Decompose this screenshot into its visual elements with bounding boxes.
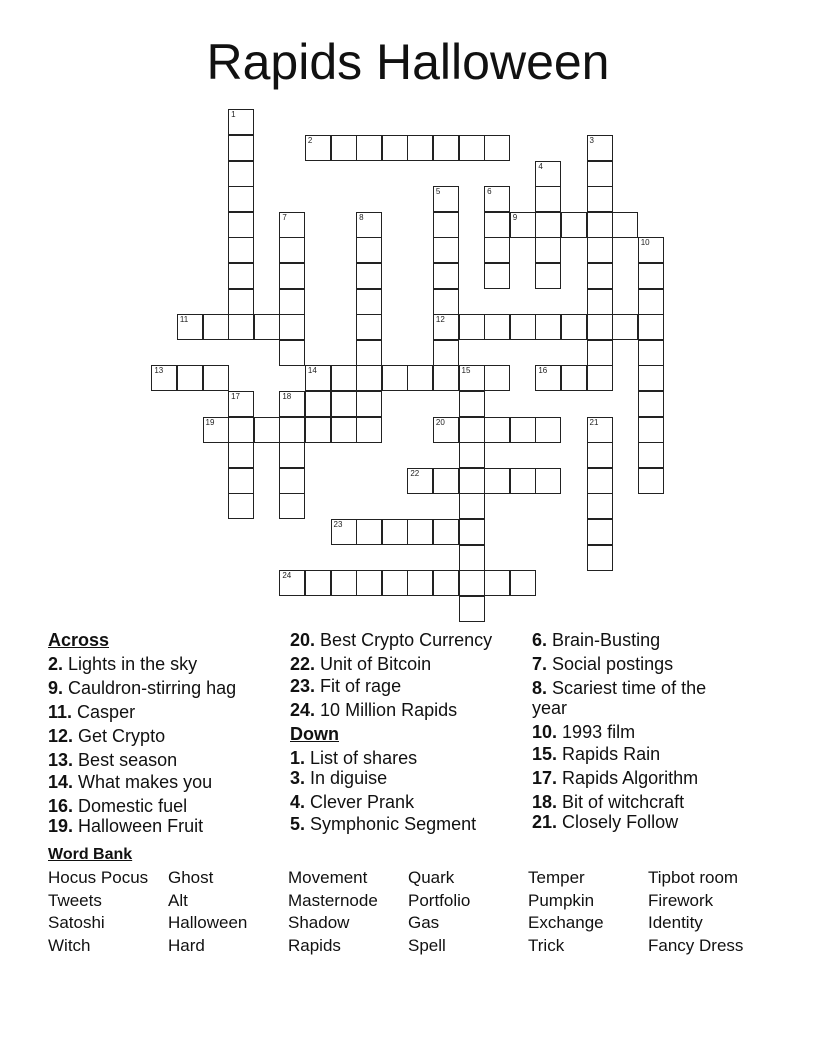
grid-cell[interactable] <box>587 468 613 494</box>
grid-cell[interactable] <box>535 365 561 391</box>
clue-text: Casper <box>77 702 136 722</box>
word-bank-word: Quark <box>408 868 455 887</box>
clue-number: 9. <box>48 678 64 698</box>
cell-number: 5 <box>435 187 441 197</box>
grid-cell[interactable] <box>356 570 382 596</box>
grid-cell[interactable] <box>279 442 305 468</box>
grid-cell[interactable] <box>510 212 536 238</box>
grid-cell[interactable] <box>433 289 459 315</box>
grid-cell[interactable] <box>510 417 536 443</box>
across-heading: Across <box>48 630 110 650</box>
puzzle-title: Rapids Halloween <box>206 34 610 90</box>
grid-cell[interactable] <box>382 135 408 161</box>
grid-cell[interactable] <box>228 289 254 315</box>
grid-cell[interactable] <box>587 417 613 443</box>
grid-cell[interactable] <box>484 237 510 263</box>
cell-number: 18 <box>282 391 292 401</box>
grid-cell[interactable] <box>433 314 459 340</box>
clue-number: 11. <box>48 702 73 722</box>
cell-number: 24 <box>282 571 292 581</box>
clue-number: 3. <box>290 768 306 788</box>
grid-cell[interactable] <box>587 442 613 468</box>
clue-number: 19. <box>48 816 74 836</box>
grid-cell[interactable] <box>305 417 331 443</box>
grid-cell[interactable] <box>356 365 382 391</box>
grid-cell[interactable] <box>638 263 664 289</box>
grid-cell[interactable] <box>279 493 305 519</box>
grid-cell[interactable] <box>254 417 280 443</box>
clue-number: 15. <box>532 744 558 764</box>
grid-cell[interactable] <box>484 314 510 340</box>
grid-cell[interactable] <box>510 468 536 494</box>
grid-cell[interactable] <box>356 314 382 340</box>
grid-cell[interactable] <box>279 263 305 289</box>
clues-column-3 <box>532 630 752 840</box>
clue-number: 5. <box>290 814 306 834</box>
grid-cell[interactable] <box>433 135 459 161</box>
grid-cell[interactable] <box>228 314 254 340</box>
clue-number: 18. <box>532 792 558 812</box>
clue-text: Best Crypto Currency <box>320 630 493 650</box>
clue-number: 20. <box>290 630 316 650</box>
clue-number: 14. <box>48 772 74 792</box>
grid-cell[interactable] <box>510 314 536 340</box>
clue-text: What makes you <box>78 772 213 792</box>
word-bank-word: Identity <box>648 913 703 932</box>
clue-number: 24. <box>290 700 316 720</box>
word-bank-word: Masternode <box>288 891 378 910</box>
grid-cell[interactable] <box>331 417 357 443</box>
cell-number: 11 <box>179 315 189 325</box>
grid-cell[interactable] <box>356 340 382 366</box>
grid-cell[interactable] <box>331 519 357 545</box>
clue-number: 1. <box>290 748 306 768</box>
grid-cell[interactable] <box>612 314 638 340</box>
grid-cell[interactable] <box>484 365 510 391</box>
grid-cell[interactable] <box>561 314 587 340</box>
word-bank-word: Fancy Dress <box>648 936 744 955</box>
cell-number: 23 <box>333 519 343 529</box>
cell-number: 1 <box>231 110 236 120</box>
clue-item <box>48 726 165 747</box>
word-bank-word: Satoshi <box>48 913 105 932</box>
grid-cell[interactable] <box>484 263 510 289</box>
word-bank-word: Movement <box>288 868 368 887</box>
clue-item <box>532 654 673 675</box>
clue-item <box>290 768 387 789</box>
clue-text: List of shares <box>310 748 418 768</box>
grid-cell[interactable] <box>356 417 382 443</box>
clue-item <box>532 630 660 651</box>
clue-text: Rapids Algorithm <box>562 768 699 788</box>
clue-item <box>48 796 187 817</box>
cell-number: 19 <box>205 417 215 427</box>
grid-cell[interactable] <box>331 570 357 596</box>
grid-cell[interactable] <box>382 365 408 391</box>
grid-cell[interactable] <box>279 340 305 366</box>
clue-number: 4. <box>290 792 306 812</box>
clue-item <box>290 676 401 697</box>
grid-cell[interactable] <box>459 519 485 545</box>
clue-number: 13. <box>48 750 74 770</box>
clue-number: 22. <box>290 654 316 674</box>
word-bank-word: Trick <box>528 936 565 955</box>
grid-cell[interactable] <box>228 161 254 187</box>
grid-cell[interactable] <box>587 545 613 571</box>
grid-cell[interactable] <box>433 212 459 238</box>
clue-text: Get Crypto <box>78 726 166 746</box>
clue-text: Cauldron-stirring hag <box>68 678 237 698</box>
clue-text: Brain-Busting <box>552 630 661 650</box>
grid-cell[interactable] <box>459 365 485 391</box>
clue-number: 10. <box>532 722 558 742</box>
grid-cell[interactable] <box>433 365 459 391</box>
grid-cell[interactable] <box>228 468 254 494</box>
clue-number: 12. <box>48 726 74 746</box>
grid-cell[interactable] <box>407 365 433 391</box>
grid-cell[interactable] <box>279 237 305 263</box>
clue-item <box>290 748 417 769</box>
grid-cell[interactable] <box>484 186 510 212</box>
clue-item <box>48 750 177 771</box>
clue-item <box>532 722 635 743</box>
grid-cell[interactable] <box>279 391 305 417</box>
clue-text: 1993 film <box>562 722 636 742</box>
grid-cell[interactable] <box>535 161 561 187</box>
grid-cell[interactable] <box>535 314 561 340</box>
clue-item <box>290 700 457 721</box>
grid-cell[interactable] <box>587 212 613 238</box>
down-heading: Down <box>290 724 339 744</box>
grid-cell[interactable] <box>407 570 433 596</box>
grid-cell[interactable] <box>459 545 485 571</box>
grid-cell[interactable] <box>228 442 254 468</box>
word-bank-word: Exchange <box>528 913 604 932</box>
grid-cell[interactable] <box>484 135 510 161</box>
grid-cell[interactable] <box>177 365 203 391</box>
grid-cell[interactable] <box>433 263 459 289</box>
clue-number: 2. <box>48 654 64 674</box>
word-bank-word: Tipbot room <box>648 868 739 887</box>
grid-cell[interactable] <box>459 596 485 622</box>
grid-cell[interactable] <box>535 186 561 212</box>
grid-cell[interactable] <box>587 186 613 212</box>
grid-cell[interactable] <box>587 493 613 519</box>
grid-cell[interactable] <box>433 519 459 545</box>
grid-cell[interactable] <box>151 365 177 391</box>
grid-cell[interactable] <box>459 135 485 161</box>
clue-text: Halloween Fruit <box>78 816 204 836</box>
word-bank-word: Gas <box>408 913 440 932</box>
grid-cell[interactable] <box>638 314 664 340</box>
grid-cell[interactable] <box>587 237 613 263</box>
clue-number: 6. <box>532 630 548 650</box>
grid-cell[interactable] <box>638 391 664 417</box>
grid-cell[interactable] <box>356 519 382 545</box>
cell-number: 10 <box>640 238 650 248</box>
grid-cell[interactable] <box>535 212 561 238</box>
clue-text: Clever Prank <box>310 792 415 812</box>
grid-cell[interactable] <box>228 135 254 161</box>
clue-text: Unit of Bitcoin <box>320 654 432 674</box>
grid-cell[interactable] <box>331 365 357 391</box>
cell-number: 3 <box>589 135 594 145</box>
clue-text: 10 Million Rapids <box>320 700 458 720</box>
grid-cell[interactable] <box>356 289 382 315</box>
grid-cell[interactable] <box>228 186 254 212</box>
grid-cell[interactable] <box>433 570 459 596</box>
clue-text: Social postings <box>552 654 674 674</box>
cell-number: 6 <box>487 187 492 197</box>
grid-cell[interactable] <box>587 365 613 391</box>
word-bank-title: Word Bank <box>48 846 133 863</box>
grid-cell[interactable] <box>535 237 561 263</box>
clue-number: 16. <box>48 796 74 816</box>
grid-cell[interactable] <box>356 135 382 161</box>
word-bank-word: Witch <box>48 936 91 955</box>
grid-cell[interactable] <box>228 493 254 519</box>
cell-number: 15 <box>461 366 471 376</box>
word-bank-word: Ghost <box>168 868 214 887</box>
cell-number: 2 <box>307 135 313 145</box>
word-bank-word: Rapids <box>288 936 341 955</box>
grid-cell[interactable] <box>433 186 459 212</box>
clue-item <box>48 702 135 723</box>
clue-item <box>48 678 236 699</box>
grid-cell[interactable] <box>459 314 485 340</box>
grid-cell[interactable] <box>433 468 459 494</box>
grid-cell[interactable] <box>228 109 254 135</box>
grid-cell[interactable] <box>356 237 382 263</box>
grid-cell[interactable] <box>484 570 510 596</box>
word-bank-word: Temper <box>528 868 585 887</box>
clue-number: 23. <box>290 676 316 696</box>
cell-number: 12 <box>435 315 445 325</box>
grid-cell[interactable] <box>638 442 664 468</box>
clue-item <box>48 654 197 675</box>
grid-cell[interactable] <box>587 263 613 289</box>
clue-text: Lights in the sky <box>68 654 198 674</box>
grid-cell[interactable] <box>638 468 664 494</box>
grid-cell[interactable] <box>356 212 382 238</box>
clue-item <box>48 772 212 793</box>
clue-text: Symphonic Segment <box>310 814 477 834</box>
clue-item <box>532 812 678 833</box>
cell-number: 14 <box>307 366 317 376</box>
cell-number: 16 <box>538 366 548 376</box>
grid-cell[interactable] <box>305 391 331 417</box>
clue-item <box>532 768 698 789</box>
word-bank-word: Halloween <box>168 913 248 932</box>
grid-cell[interactable] <box>561 212 587 238</box>
grid-cell[interactable] <box>433 237 459 263</box>
word-bank-word: Portfolio <box>408 891 471 910</box>
clue-text: Bit of witchcraft <box>562 792 685 812</box>
grid-cell[interactable] <box>356 263 382 289</box>
cell-number: 8 <box>359 212 364 222</box>
clue-item <box>532 678 742 718</box>
cell-number: 17 <box>231 391 241 401</box>
grid-cell[interactable] <box>228 391 254 417</box>
grid-cell[interactable] <box>279 314 305 340</box>
clue-number: 21. <box>532 812 558 832</box>
grid-cell[interactable] <box>535 417 561 443</box>
grid-cell[interactable] <box>177 314 203 340</box>
grid-cell[interactable] <box>305 365 331 391</box>
grid-cell[interactable] <box>407 519 433 545</box>
grid-cell[interactable] <box>459 493 485 519</box>
clue-text: Scariest time of the year <box>532 678 707 718</box>
grid-cell[interactable] <box>279 570 305 596</box>
grid-cell[interactable] <box>254 314 280 340</box>
clues-column-2 <box>290 630 530 840</box>
clue-number: 17. <box>532 768 558 788</box>
clue-text: Closely Follow <box>562 812 679 832</box>
grid-cell[interactable] <box>228 212 254 238</box>
grid-cell[interactable] <box>638 365 664 391</box>
grid-cell[interactable] <box>535 468 561 494</box>
word-bank-word: Alt <box>168 891 188 910</box>
word-bank-word: Spell <box>408 936 446 955</box>
grid-cell[interactable] <box>433 417 459 443</box>
grid-cell[interactable] <box>228 263 254 289</box>
word-bank-word: Pumpkin <box>528 891 595 910</box>
grid-cell[interactable] <box>561 365 587 391</box>
grid-cell[interactable] <box>484 468 510 494</box>
cell-number: 22 <box>410 468 420 478</box>
grid-cell[interactable] <box>279 417 305 443</box>
grid-cell[interactable] <box>279 212 305 238</box>
clue-item <box>532 744 660 765</box>
cell-number: 7 <box>282 212 287 222</box>
grid-cell[interactable] <box>407 468 433 494</box>
clues-column-1 <box>48 630 288 840</box>
grid-cell[interactable] <box>331 135 357 161</box>
grid-cell[interactable] <box>535 263 561 289</box>
grid-cell[interactable] <box>382 570 408 596</box>
grid-cell[interactable] <box>587 135 613 161</box>
clue-item <box>48 816 203 837</box>
grid-cell[interactable] <box>459 417 485 443</box>
clue-item <box>290 630 492 651</box>
clue-text: Rapids Rain <box>562 744 661 764</box>
grid-cell[interactable] <box>612 212 638 238</box>
grid-cell[interactable] <box>638 237 664 263</box>
clue-item <box>290 814 476 835</box>
grid-cell[interactable] <box>228 237 254 263</box>
clue-text: In diguise <box>310 768 388 788</box>
word-bank-word: Shadow <box>288 913 350 932</box>
cell-number: 20 <box>435 417 445 427</box>
grid-cell[interactable] <box>484 417 510 443</box>
cell-number: 13 <box>154 366 164 376</box>
grid-cell[interactable] <box>587 289 613 315</box>
clue-number: 7. <box>532 654 548 674</box>
grid-cell[interactable] <box>382 519 408 545</box>
grid-cell[interactable] <box>459 468 485 494</box>
grid-cell[interactable] <box>203 314 229 340</box>
clue-text: Fit of rage <box>320 676 402 696</box>
clue-text: Domestic fuel <box>78 796 188 816</box>
grid-cell[interactable] <box>356 391 382 417</box>
cell-number: 9 <box>512 212 518 222</box>
word-bank-word: Tweets <box>48 891 102 910</box>
clue-item <box>290 654 431 675</box>
grid-cell[interactable] <box>459 442 485 468</box>
grid-cell[interactable] <box>484 212 510 238</box>
word-bank-word: Hard <box>168 936 205 955</box>
grid-cell[interactable] <box>203 417 229 443</box>
clue-number: 8. <box>532 678 548 698</box>
grid-cell[interactable] <box>459 391 485 417</box>
clue-item <box>290 792 414 813</box>
grid-cell[interactable] <box>587 519 613 545</box>
grid-cell[interactable] <box>305 570 331 596</box>
clue-item <box>532 792 684 813</box>
word-bank-word: Hocus Pocus <box>48 868 149 887</box>
grid-cell[interactable] <box>638 417 664 443</box>
grid-cell[interactable] <box>203 365 229 391</box>
grid-cell[interactable] <box>228 417 254 443</box>
cell-number: 4 <box>538 161 543 171</box>
grid-cell[interactable] <box>279 468 305 494</box>
grid-cell[interactable] <box>433 340 459 366</box>
grid-cell[interactable] <box>407 135 433 161</box>
grid-cell[interactable] <box>305 135 331 161</box>
grid-cell[interactable] <box>587 340 613 366</box>
grid-cell[interactable] <box>587 314 613 340</box>
grid-cell[interactable] <box>587 161 613 187</box>
grid-cell[interactable] <box>638 289 664 315</box>
grid-cell[interactable] <box>279 289 305 315</box>
cell-number: 21 <box>589 417 599 427</box>
grid-cell[interactable] <box>510 570 536 596</box>
word-bank-word: Firework <box>648 891 714 910</box>
grid-cell[interactable] <box>331 391 357 417</box>
clue-text: Best season <box>78 750 178 770</box>
grid-cell[interactable] <box>638 340 664 366</box>
grid-cell[interactable] <box>459 570 485 596</box>
